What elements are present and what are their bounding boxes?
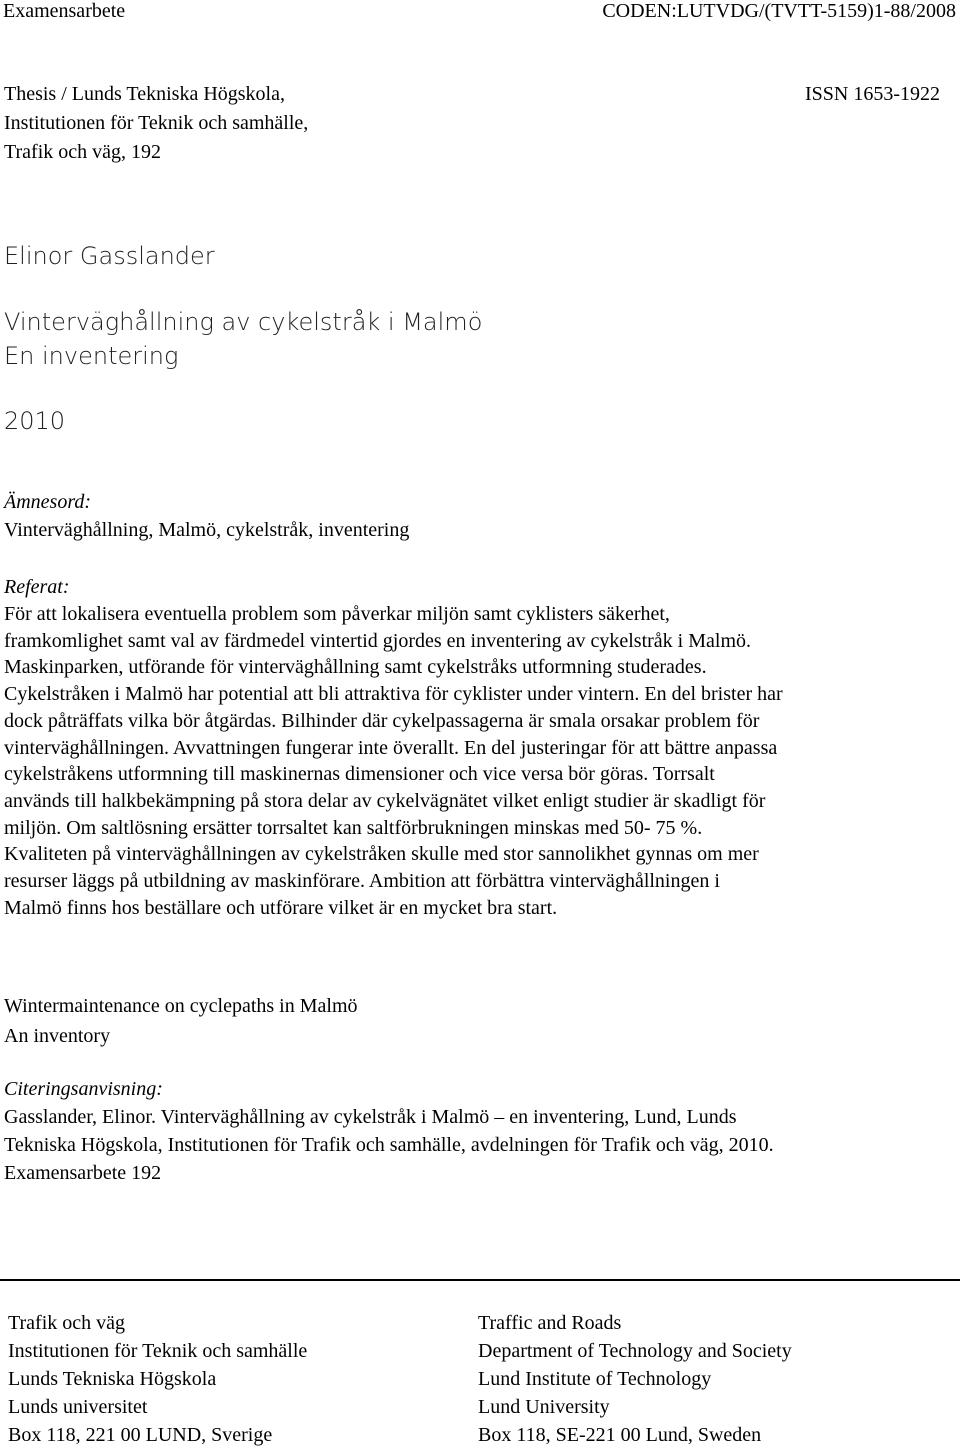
- title-line: Vinterväghållning av cykelstråk i Malmö: [4, 308, 483, 336]
- citation-line: Tekniska Högskola, Institutionen för Trafik och samhälle, avdelningen för Trafik och väg, 2010.: [4, 1134, 774, 1156]
- footer-address-english: [478, 1309, 792, 1449]
- abstract-line: Malmö finns hos beställare och utförare vilket är en mycket bra start.: [4, 896, 558, 919]
- header-coden: CODEN:LUTVDG/(TVTT-5159)1-88/2008: [602, 0, 956, 22]
- footer-line: Lunds Tekniska Högskola: [8, 1368, 217, 1390]
- thesis-info: [4, 80, 308, 167]
- publication-year: 2010: [4, 407, 66, 435]
- issn: ISSN 1653-1922: [804, 83, 940, 105]
- abstract-line: dock påträffats vilka bör åtgärdas. Bilhinder där cykelpassagerna är smala orsakar problem för: [4, 709, 760, 732]
- footer-line: Lund University: [478, 1396, 610, 1418]
- keywords-text: Vinterväghållning, Malmö, cykelstråk, inventering: [4, 519, 410, 541]
- thesis-line: Trafik och väg, 192: [4, 141, 162, 163]
- subtitle-line: En inventering: [4, 342, 179, 370]
- abstract-line: Kvaliteten på vinterväghållningen av cykelstråken skulle med stor sannolikhet gynnas om mer: [4, 843, 759, 866]
- abstract-line: Maskinparken, utförande för vinterväghållning samt cykelstråks utformning studerades.: [4, 656, 707, 679]
- footer-line: Lunds universitet: [8, 1396, 148, 1418]
- abstract-line: resurser läggs på utbildning av maskinförare. Ambition att förbättra vinterväghållningen i: [4, 870, 720, 893]
- thesis-title: [4, 305, 482, 373]
- footer-line: Lund Institute of Technology: [478, 1368, 712, 1390]
- abstract-line: vinterväghållningen. Avvattningen fungerar inte överallt. En del justeringar för att bättre anpassa: [4, 736, 778, 759]
- abstract-line: framkomlighet samt val av färdmedel vintertid gjordes en inventering av cykelstråk i Malmö.: [4, 629, 752, 652]
- abstract-line: cykelstråkens utformning till maskinernas dimensioner och vice versa bör göras. Torrsalt: [4, 763, 715, 786]
- footer-divider: [0, 1279, 960, 1281]
- citation-line: Gasslander, Elinor. Vinterväghållning av cykelstråk i Malmö – en inventering, Lund, Lunds: [4, 1106, 737, 1128]
- header-left-label: Examensarbete: [3, 0, 126, 22]
- english-subtitle-line: An inventory: [4, 1025, 111, 1047]
- keywords-label: Ämnesord:: [4, 491, 92, 513]
- english-title-line: Wintermaintenance on cyclepaths in Malmö: [4, 995, 358, 1017]
- author-name: Elinor Gasslander: [4, 242, 215, 270]
- abstract-text: [4, 601, 956, 921]
- citation-text: [4, 1103, 774, 1187]
- abstract-line: För att lokalisera eventuella problem som påverkar miljön samt cyklisters säkerhet,: [4, 603, 670, 625]
- citation-line: Examensarbete 192: [4, 1162, 162, 1184]
- abstract-line: används till halkbekämpning på stora delar av cykelvägnätet vilket enligt studier är skadligt för: [4, 789, 766, 812]
- thesis-line: Thesis / Lunds Tekniska Högskola,: [4, 83, 285, 105]
- footer-line: Box 118, SE-221 00 Lund, Sweden: [478, 1424, 762, 1446]
- abstract-line: Cykelstråken i Malmö har potential att bli attraktiva för cyklister under vintern. En del brister har: [4, 683, 783, 706]
- english-title: [4, 991, 358, 1051]
- footer-line: Department of Technology and Society: [478, 1340, 792, 1362]
- citation-label: Citeringsanvisning:: [4, 1078, 163, 1100]
- footer-address-swedish: [8, 1309, 307, 1449]
- thesis-line: Institutionen för Teknik och samhälle,: [4, 112, 309, 134]
- footer-line: Institutionen för Teknik och samhälle: [8, 1340, 308, 1362]
- footer-line: Box 118, 221 00 LUND, Sverige: [8, 1424, 273, 1446]
- abstract-line: miljön. Om saltlösning ersätter torrsaltet kan saltförbrukningen minskas med 50- 75 %.: [4, 816, 703, 839]
- footer-line: Trafik och väg: [8, 1312, 126, 1334]
- referat-label: Referat:: [4, 576, 70, 598]
- footer-line: Traffic and Roads: [478, 1312, 622, 1334]
